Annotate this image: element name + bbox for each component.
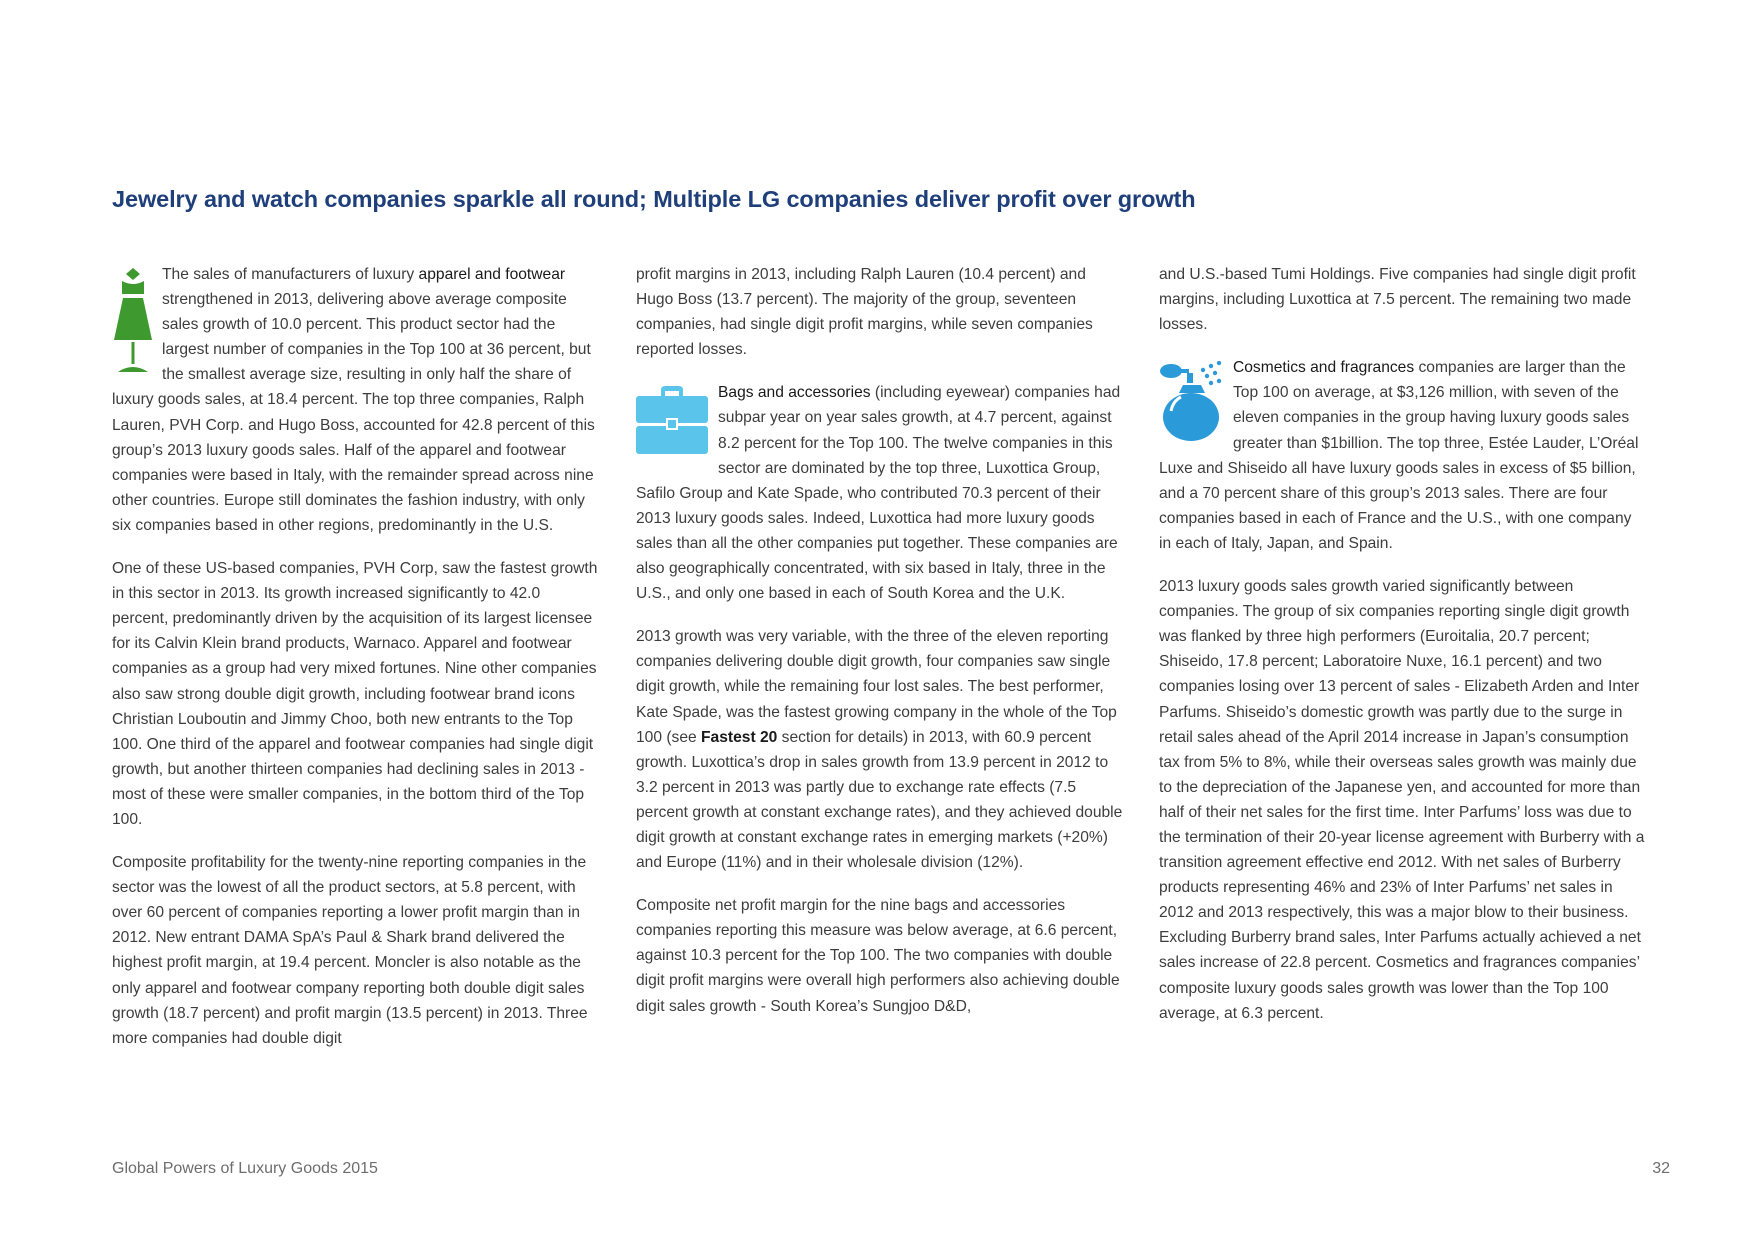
- bags-growth-text-continued: section for details) in 2013, with 60.9 percent growth. Luxottica’s drop in sales growth from 13.9 percent in 2012 to 3.2 percent in 2013 was partly due to exchange rate effects (7.5 percent growth at constant exchange rates), and they achieved double digit growth at constant exchange rates in emerging markets (+20%) and Europe (11%) and in their wholesale division (12%).: [636, 728, 1123, 872]
- perfume-bottle-icon: [1159, 361, 1223, 443]
- cosmetics-paragraph-1: [1159, 355, 1647, 556]
- cosmetics-body-text: companies are larger than the Top 100 on average, at $3,126 million, with seven of the eleven companies in the group having luxury goods sales greater than $1billion. The top three, Estée Lauder, L’Oréal Luxe and Shiseido all have luxury goods sales in excess of $5 billion, and a 70 percent share of this group’s 2013 sales. There are four companies based in each of France and the U.S., with one company in each of Italy, Japan, and Spain.: [1159, 359, 1639, 552]
- apparel-paragraph-1: [112, 262, 600, 538]
- apparel-body-text: strengthened in 2013, delivering above average composite sales growth of 10.0 percent. This product sector had the largest number of companies in the Top 100 at 36 percent, but the smallest average size, resulting in only half the share of luxury goods sales, at 18.4 percent. The top three companies, Ralph Lauren, PVH Corp. and Hugo Boss, accounted for 42.8 percent of this group’s 2013 luxury goods sales. Half of the apparel and footwear companies were based in Italy, with the remainder spread across nine other countries. Europe still dominates the fashion industry, with only six companies based in other regions, predominantly in the U.S.: [112, 291, 595, 534]
- apparel-paragraph-3-continued: profit margins in 2013, including Ralph Lauren (10.4 percent) and Hugo Boss (13.7 percent). The majority of the group, seventeen companies, had single digit profit margins, while seven companies reported losses.: [636, 266, 1093, 359]
- bags-sector-label: Bags and accessories: [718, 384, 871, 402]
- briefcase-icon: [636, 386, 708, 456]
- apparel-paragraph-3: Composite profitability for the twenty-nine reporting companies in the sector was the lowest of all the product sectors, at 5.8 percent, with over 60 percent of companies reporting a lower profit margin than in 2012. New entrant DAMA SpA’s Paul & Shark brand delivered the highest profit margin, at 19.4 percent. Moncler is also notable as the only apparel and footwear company reporting both double digit sales growth (18.7 percent) and profit margin (13.5 percent) in 2013. Three more companies had double digit: [112, 854, 588, 1047]
- bags-growth-text: 2013 growth was very variable, with the three of the eleven reporting companies delivering double digit growth, four companies saw single digit growth, while the remaining four lost sales. The best performer, Kate Spade, was the fastest growing company in the whole of the Top 100 (see: [636, 628, 1117, 746]
- bags-paragraph-3-continued: and U.S.-based Tumi Holdings. Five companies had single digit profit margins, including Luxottica at 7.5 percent. The remaining two made losses.: [1159, 266, 1636, 334]
- apparel-sector-label: apparel and footwear: [418, 266, 566, 283]
- column-bags: [636, 262, 1124, 1037]
- cosmetics-paragraph-2: 2013 luxury goods sales growth varied significantly between companies. The group of six companies reporting single digit growth was flanked by three high performers (Euroitalia, 20.7 percent; Shiseido, 17.8 percent; Laboratoire Nuxe, 16.1 percent) and two companies losing over 13 percent of sales - Elizabeth Arden and Inter Parfums. Shiseido’s domestic growth was partly due to the surge in retail sales ahead of the April 2014 increase in Japan’s consumption tax from 5% to 8%, while their overseas sales growth was mainly due to the depreciation of the Japanese yen, and accounted for more than half of their net sales for the first time. Inter Parfums’ loss was due to the termination of their 20-year license agreement with Burberry with a transition agreement effective end 2012. With net sales of Burberry products representing 46% and 23% of Inter Parfums’ net sales in 2012 and 2013 respectively, this was a major blow to their business. Excluding Burberry brand sales, Inter Parfums actually achieved a net sales increase of 22.8 percent. Cosmetics and fragrances companies’ composite luxury goods sales growth was lower than the Top 100 average, at 6.3 percent.: [1159, 578, 1645, 1022]
- column-cosmetics: [1159, 262, 1647, 1044]
- bags-paragraph-1: [636, 380, 1124, 606]
- apparel-intro-text: The sales of manufacturers of luxury: [162, 266, 419, 283]
- footer-publication-title: Global Powers of Luxury Goods 2015: [112, 1160, 378, 1177]
- bags-paragraph-2: [636, 624, 1124, 875]
- page-number: 32: [1652, 1160, 1670, 1177]
- page-headline: Jewelry and watch companies sparkle all round; Multiple LG companies deliver profit over growth: [112, 186, 1196, 212]
- apparel-paragraph-2: One of these US-based companies, PVH Corp, saw the fastest growth in this sector in 2013. Its growth increased significantly to 42.0 percent, predominantly driven by the acquisition of its largest licensee for its Calvin Klein brand products, Warnaco. Apparel and footwear companies as a group had very mixed fortunes. Nine other companies also saw strong double digit growth, including footwear brand icons Christian Louboutin and Jimmy Choo, both new entrants to the Top 100. One third of the apparel and footwear companies had single digit growth, but another thirteen companies had declining sales in 2013 - most of these were smaller companies, in the bottom third of the Top 100.: [112, 560, 598, 828]
- column-apparel: [112, 262, 600, 1069]
- cosmetics-sector-label: Cosmetics and fragrances: [1233, 359, 1415, 377]
- bags-paragraph-3: Composite net profit margin for the nine bags and accessories companies reporting this measure was below average, at 6.6 percent, against 10.3 percent for the Top 100. The two companies with double digit profit margins were overall high performers also achieving double digit sales growth - South Korea’s Sungjoo D&D,: [636, 897, 1120, 1015]
- fastest-20-reference: Fastest 20: [701, 728, 778, 746]
- bags-body-text: (including eyewear) companies had subpar year on year sales growth, at 4.7 percent, against 8.2 percent for the Top 100. The twelve companies in this sector are dominated by the top three, Luxottica Group, Safilo Group and Kate Spade, who contributed 70.3 percent of their 2013 luxury goods sales. Indeed, Luxottica had more luxury goods sales than all the other companies put together. These companies are also geographically concentrated, with six based in Italy, three in the U.S., and only one based in each of South Korea and the U.K.: [636, 384, 1121, 603]
- dress-icon: [112, 268, 154, 374]
